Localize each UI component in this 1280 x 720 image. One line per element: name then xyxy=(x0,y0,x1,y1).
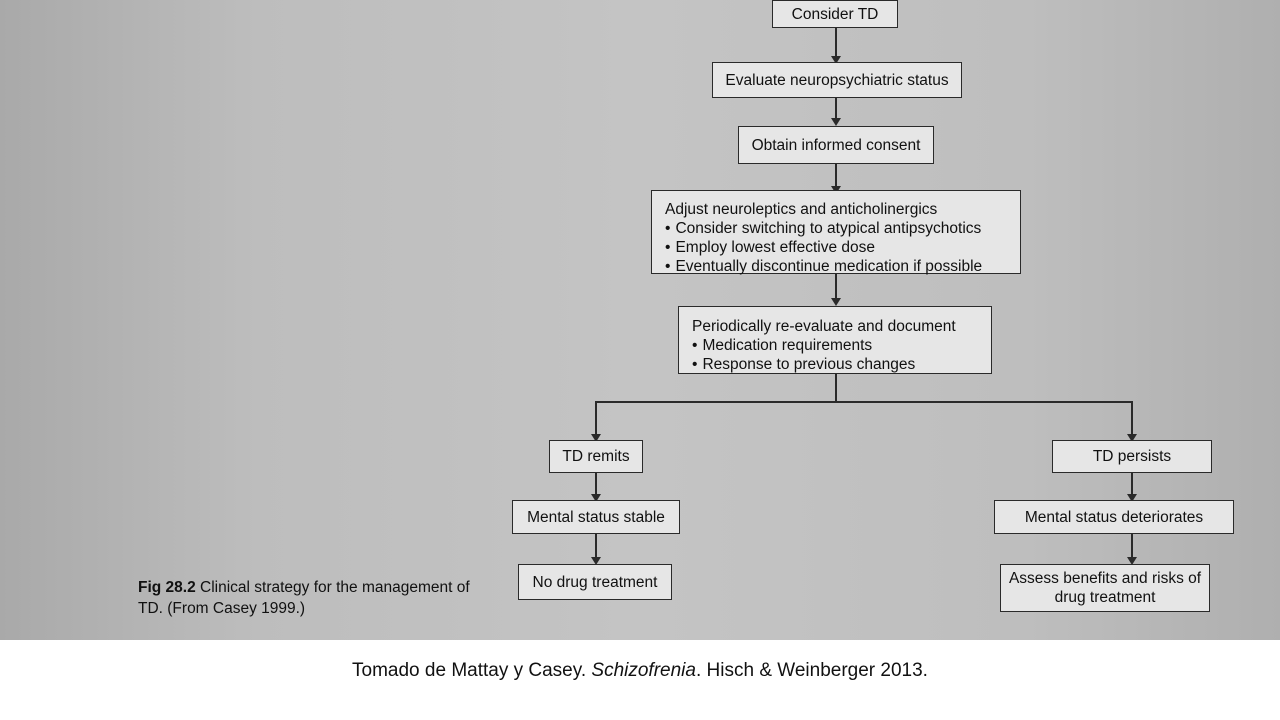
arrow-head xyxy=(831,118,841,126)
box-label: Consider TD xyxy=(791,5,879,23)
box-mental-status-deteriorates xyxy=(994,500,1234,534)
connector xyxy=(835,27,837,59)
box-td-persists xyxy=(1052,440,1212,473)
box-assess-benefits-risks xyxy=(1000,564,1210,612)
box-informed-consent xyxy=(738,126,934,164)
connector xyxy=(835,374,837,402)
citation-suffix: . Hisch & Weinberger 2013. xyxy=(695,660,928,681)
box-td-remits xyxy=(549,440,643,473)
box-label: TD persists xyxy=(1092,448,1172,465)
box-reevaluate xyxy=(678,306,992,374)
box-bullet-list xyxy=(692,336,991,374)
box-title: Periodically re-evaluate and document xyxy=(692,318,956,335)
box-evaluate-status xyxy=(712,62,962,98)
box-label: Assess benefits and risks of drug treatment xyxy=(1008,570,1202,606)
arrow-head xyxy=(831,298,841,306)
background-text-left xyxy=(128,0,648,560)
box-consider-td xyxy=(772,0,898,28)
citation-book-title: Schizofrenia xyxy=(591,660,696,681)
figure-caption xyxy=(138,577,478,619)
box-label: Mental status stable xyxy=(527,508,665,526)
box-no-drug-treatment xyxy=(518,564,672,600)
box-bullet-item: • Employ lowest effective dose xyxy=(665,238,1020,257)
connector xyxy=(595,401,597,438)
source-citation xyxy=(0,660,1280,682)
box-label: No drug treatment xyxy=(532,573,658,591)
box-bullet-item: • Consider switching to atypical antipsychotics xyxy=(665,219,1020,238)
figure-caption-text: Clinical strategy for the management of TD. (From Casey 1999.) xyxy=(138,579,470,617)
figure-label: Fig 28.2 xyxy=(138,579,196,596)
connector xyxy=(595,401,1132,403)
box-mental-status-stable xyxy=(512,500,680,534)
box-label: Mental status deteriorates xyxy=(1024,508,1204,526)
box-label: TD remits xyxy=(562,448,630,465)
box-label: Obtain informed consent xyxy=(751,136,921,154)
box-label: Evaluate neuropsychiatric status xyxy=(725,71,949,89)
box-bullet-list xyxy=(665,219,1020,276)
box-title: Adjust neuroleptics and anticholinergics xyxy=(665,201,938,218)
box-adjust-neuroleptics xyxy=(651,190,1021,274)
box-bullet-item: • Response to previous changes xyxy=(692,355,991,374)
connector xyxy=(1131,401,1133,438)
box-bullet-item: • Eventually discontinue medication if possible xyxy=(665,257,1020,276)
box-bullet-item: • Medication requirements xyxy=(692,336,991,355)
citation-prefix: Tomado de Mattay y Casey. xyxy=(352,660,592,681)
